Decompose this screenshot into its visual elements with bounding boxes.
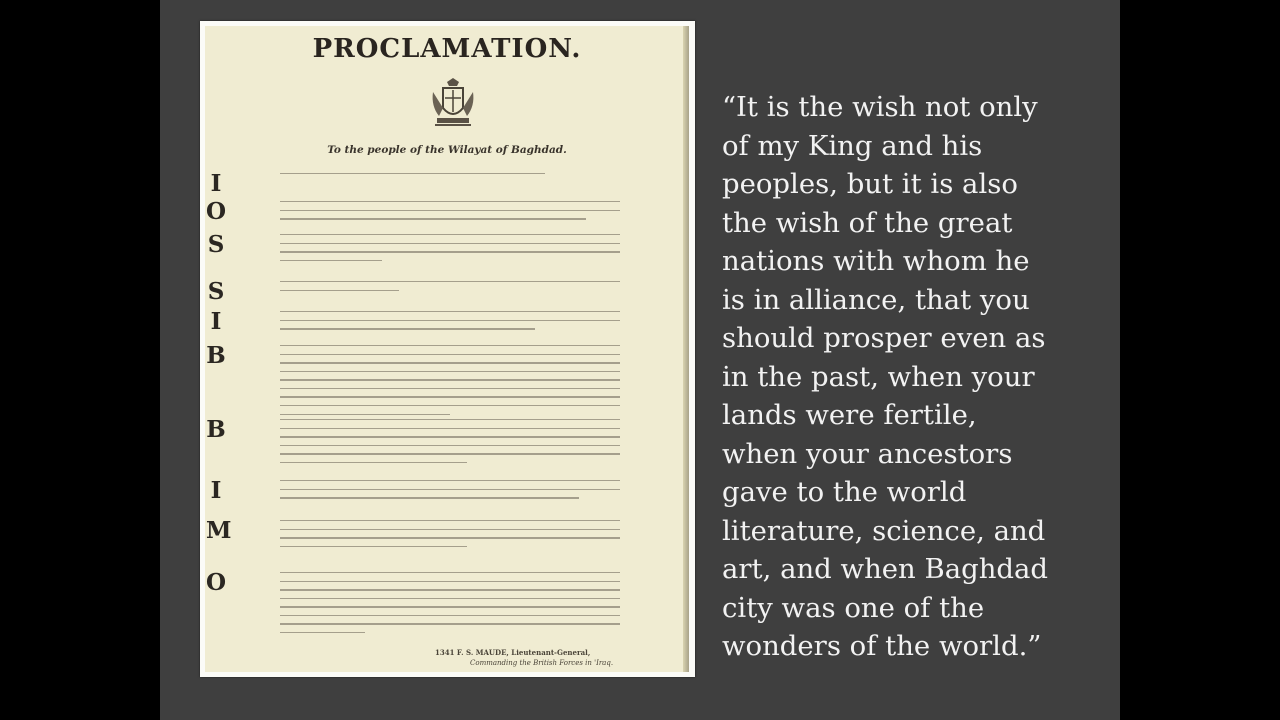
paragraph <box>210 477 620 506</box>
document-title: PROCLAMATION. <box>312 34 582 64</box>
signature-block <box>435 648 613 668</box>
drop-cap: S <box>207 278 225 305</box>
paragraph <box>206 569 620 641</box>
paragraph <box>206 198 620 227</box>
proclamation-paper <box>205 26 689 672</box>
paragraph <box>210 170 620 197</box>
drop-cap: B <box>206 342 226 369</box>
signature-role: Commanding the British Forces in 'Iraq. <box>470 659 614 667</box>
signature-name: 1341 F. S. MAUDE, Lieutenant-General, <box>435 648 591 657</box>
paragraph <box>206 416 620 470</box>
royal-crest-icon <box>429 78 477 130</box>
paper-edge <box>683 26 689 672</box>
quote-text: “It is the wish not only of my King and his peoples, but it is also the wish of the great nations with whom he is in alliance, that you should prosper even as in the past, when your lands were fertile, when your ancestors gave to the world literature, science, and art, and when Baghdad city was one of the wonders of the world.” <box>722 91 1049 662</box>
drop-cap: S <box>207 231 225 258</box>
drop-cap: M <box>206 517 232 544</box>
paragraph <box>207 231 620 268</box>
slide <box>160 0 1120 720</box>
paragraph <box>206 342 620 422</box>
drop-cap: I <box>210 308 222 335</box>
document-image <box>200 21 695 677</box>
drop-cap: B <box>206 416 226 443</box>
drop-cap: O <box>206 569 227 596</box>
paragraph <box>206 517 620 554</box>
drop-cap: I <box>210 477 222 504</box>
paragraph <box>207 278 620 305</box>
drop-cap: O <box>206 198 227 225</box>
document-subtitle: To the people of the Wilayat of Baghdad. <box>327 144 567 156</box>
paragraph <box>210 308 620 337</box>
drop-cap: I <box>210 170 222 197</box>
